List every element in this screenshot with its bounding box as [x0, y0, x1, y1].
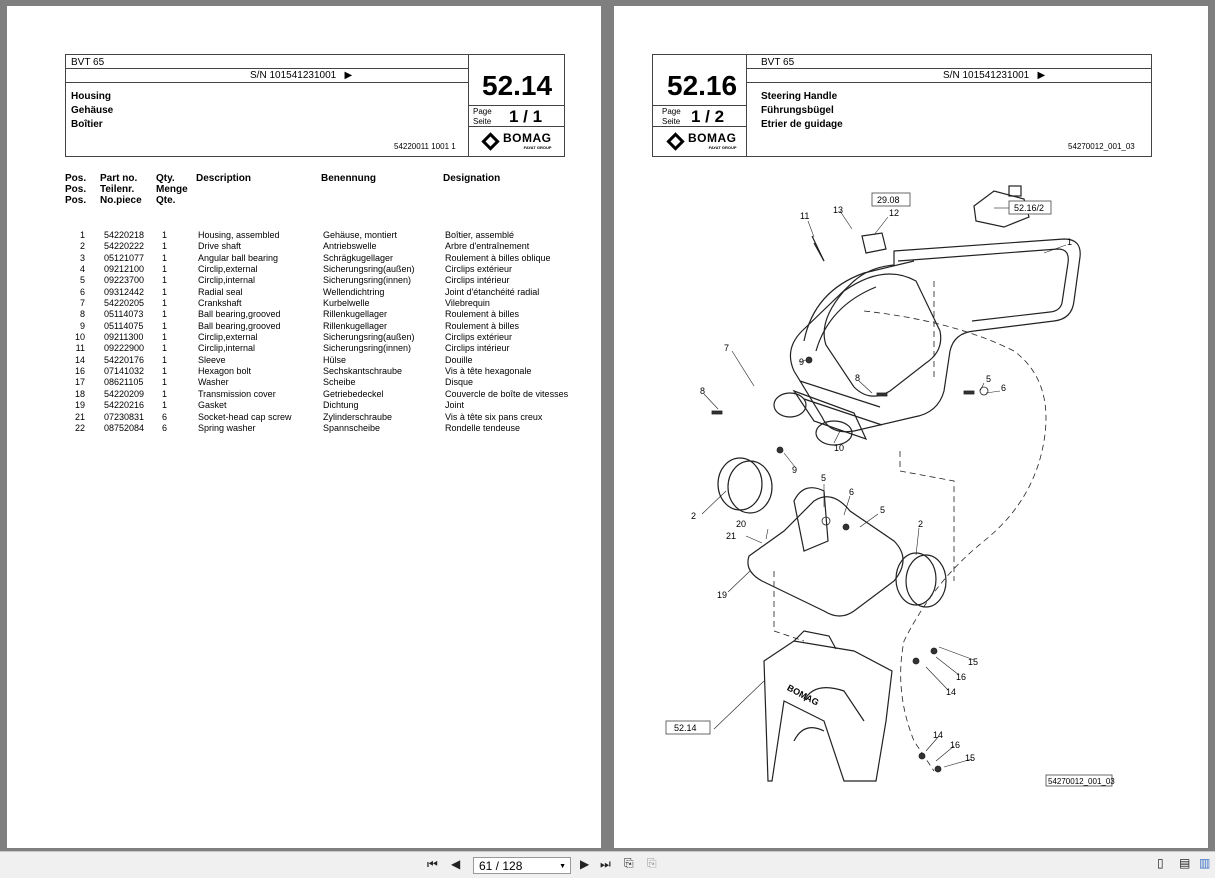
- table-row: [7, 389, 601, 400]
- ref-label-52-16-2: 52.16/2: [1014, 203, 1045, 213]
- col-benennung-header: Benennung: [321, 173, 376, 184]
- part-benennung: Wellendichtring: [323, 286, 385, 297]
- page-fraction: 1 / 2: [691, 107, 725, 126]
- continuous-view-icon[interactable]: ▤: [1179, 856, 1191, 870]
- part-qty: 1: [162, 320, 168, 331]
- parts-list: [7, 230, 601, 434]
- serial-number: S/N 101541231001 ▶: [250, 70, 353, 81]
- callout-13: 13: [833, 205, 844, 215]
- part-benennung: Sechskantschraube: [323, 366, 403, 377]
- model-name: BVT 65: [71, 57, 105, 68]
- table-row: [7, 423, 601, 434]
- part-pos: 1: [79, 230, 85, 240]
- part-designation: Circlips extérieur: [445, 264, 513, 275]
- table-row: [7, 309, 601, 320]
- part-description: Circlip,internal: [198, 343, 256, 354]
- part-qty: 6: [162, 411, 168, 422]
- part-number: 09222900: [104, 343, 145, 354]
- col-designation-header: Designation: [443, 173, 501, 184]
- part-benennung: Sicherungsring(innen): [323, 343, 412, 354]
- part-benennung: Rillenkugellager: [323, 309, 388, 320]
- page-label: Page Seite: [662, 107, 681, 126]
- part-qty: 1: [162, 366, 168, 377]
- part-number: 09223700: [104, 275, 145, 286]
- part-designation: Douille: [445, 354, 473, 365]
- table-row: [7, 275, 601, 286]
- col-description-header: Description: [196, 173, 252, 184]
- group-number: 52.14: [482, 70, 553, 101]
- play-arrow-icon: ▶: [1037, 70, 1046, 81]
- table-row: [7, 253, 601, 264]
- model-name: BVT 65: [761, 57, 795, 68]
- part-number: 09312442: [104, 286, 145, 297]
- part-designation: Roulement à billes: [445, 320, 520, 331]
- part-qty: 1: [162, 275, 168, 286]
- part-benennung: Kurbelwelle: [323, 298, 370, 309]
- part-benennung: Spannscheibe: [323, 422, 381, 433]
- callout-14a: 14: [946, 687, 957, 697]
- callout-19: 19: [717, 590, 728, 600]
- part-number: 08752084: [104, 422, 145, 433]
- callout-7: 7: [724, 343, 730, 353]
- table-row: [7, 343, 601, 354]
- part-designation: Rondelle tendeuse: [445, 422, 521, 433]
- part-qty: 1: [162, 400, 168, 411]
- part-qty: 1: [162, 298, 168, 309]
- part-number: 54220176: [104, 354, 145, 365]
- part-benennung: Gehäuse, montiert: [323, 230, 398, 240]
- part-pos: 10: [74, 332, 85, 343]
- part-qty: 6: [162, 422, 168, 433]
- part-description: Circlip,external: [198, 264, 258, 275]
- part-number: 54220209: [104, 388, 145, 399]
- table-row: [7, 412, 601, 423]
- part-designation: Couvercle de boîte de vitesses: [445, 388, 569, 399]
- callout-6b: 6: [849, 487, 855, 497]
- housing-logo-text: BOMAG: [785, 682, 821, 708]
- callout-5a: 5: [986, 374, 992, 384]
- callout-8b: 8: [855, 373, 861, 383]
- callout-2b: 2: [918, 519, 924, 529]
- left-page: [7, 6, 601, 848]
- part-designation: Roulement à billes oblique: [445, 252, 551, 263]
- part-qty: 1: [162, 309, 168, 320]
- bomag-diamond-icon: [481, 132, 499, 150]
- part-description: Transmission cover: [198, 388, 276, 399]
- right-header-box: [652, 54, 1152, 157]
- part-benennung: Antriebswelle: [323, 241, 377, 252]
- viewer-toolbar: [0, 851, 1215, 878]
- callout-8a: 8: [700, 386, 706, 396]
- part-designation: Disque: [445, 377, 474, 388]
- exploded-drawing: [654, 181, 1164, 796]
- part-qty: 1: [162, 388, 168, 399]
- part-number: 05114073: [104, 309, 144, 320]
- group-number: 52.16: [667, 70, 738, 101]
- col-qty-header: Qty. Menge Qte.: [156, 173, 188, 206]
- go-back-view-icon[interactable]: ⎘: [624, 856, 634, 870]
- part-benennung: Sicherungsring(außen): [323, 264, 415, 275]
- callout-16a: 16: [956, 672, 967, 682]
- group-titles: Housing Gehäuse Boîtier: [71, 91, 114, 130]
- part-benennung: Sicherungsring(außen): [323, 332, 415, 343]
- part-qty: 1: [162, 286, 168, 297]
- serial-number: S/N 101541231001 ▶: [943, 70, 1046, 81]
- part-pos: 11: [75, 343, 85, 354]
- part-designation: Joint d'étanchéité radial: [445, 286, 540, 297]
- part-number: 07230831: [104, 411, 145, 422]
- ref-label-52-14: 52.14: [674, 723, 697, 733]
- part-description: Sleeve: [198, 354, 226, 365]
- next-page-icon[interactable]: ▶: [580, 857, 590, 871]
- part-description: Spring washer: [198, 422, 256, 433]
- callout-5c: 5: [880, 505, 886, 515]
- part-designation: Circlips intérieur: [445, 343, 510, 354]
- callout-9b: 9: [792, 465, 798, 475]
- document-number: 54270012_001_03: [1068, 142, 1135, 151]
- part-designation: Joint: [445, 400, 465, 411]
- part-description: Circlip,internal: [198, 275, 256, 286]
- table-row: [7, 366, 601, 377]
- part-number: 54220205: [104, 298, 145, 309]
- part-qty: 1: [162, 252, 168, 263]
- part-qty: 1: [162, 264, 168, 275]
- part-benennung: Dichtung: [323, 400, 359, 411]
- table-row: [7, 298, 601, 309]
- table-row: [7, 241, 601, 252]
- part-benennung: Hülse: [323, 354, 347, 365]
- callout-9a: 9: [799, 357, 805, 367]
- part-pos: 16: [74, 366, 85, 377]
- part-pos: 17: [74, 377, 85, 388]
- part-description: Gasket: [198, 400, 227, 411]
- part-benennung: Getriebedeckel: [323, 388, 384, 399]
- part-designation: Vis à tête six pans creux: [445, 411, 543, 422]
- part-qty: 1: [162, 377, 168, 388]
- col-pos-header: Pos. Pos. Pos.: [65, 173, 87, 206]
- part-qty: 1: [162, 230, 168, 240]
- part-pos: 6: [79, 286, 85, 297]
- callout-1: 1: [1067, 237, 1073, 247]
- callout-11: 11: [800, 211, 810, 221]
- left-header-box: [65, 54, 565, 157]
- callout-20: 20: [736, 519, 747, 529]
- part-pos: 7: [79, 298, 85, 309]
- bomag-logo: BOMAG FAYAT GROUP: [484, 133, 552, 150]
- part-number: 09211300: [104, 332, 144, 343]
- steering-handle-frame: [790, 239, 1080, 432]
- right-page: [614, 6, 1208, 848]
- part-description: Ball bearing,grooved: [198, 309, 281, 320]
- part-description: Washer: [198, 377, 229, 388]
- part-description: Ball bearing,grooved: [198, 320, 281, 331]
- drawing-id-label: 54270012_001_03: [1048, 777, 1115, 786]
- part-pos: 21: [74, 411, 85, 422]
- part-description: Angular ball bearing: [198, 252, 279, 263]
- part-designation: Vilebrequin: [445, 298, 490, 309]
- part-number: 54220216: [104, 400, 145, 411]
- first-page-icon[interactable]: ⏮: [427, 857, 438, 871]
- part-pos: 2: [79, 241, 85, 252]
- callout-2a: 2: [691, 511, 697, 521]
- document-number: 54220011 1001 1: [394, 142, 456, 151]
- part-pos: 22: [74, 422, 85, 433]
- go-forward-view-icon[interactable]: ⎘: [647, 856, 657, 870]
- part-pos: 14: [74, 354, 85, 365]
- page-label: Page Seite: [473, 107, 492, 126]
- group-titles: Steering Handle Führungsbügel Etrier de guidage: [761, 91, 843, 130]
- last-page-icon[interactable]: ⏭: [600, 857, 611, 871]
- part-number: 09212100: [104, 264, 145, 275]
- two-page-view-icon[interactable]: ▥: [1199, 856, 1211, 870]
- table-row: [7, 332, 601, 343]
- table-row: [7, 400, 601, 411]
- part-pos: 4: [79, 264, 85, 275]
- part-number: 08621105: [104, 377, 144, 388]
- table-row: [7, 264, 601, 275]
- part-benennung: Zylinderschraube: [323, 411, 393, 422]
- part-description: Housing, assembled: [198, 230, 280, 240]
- part-number: 54220222: [104, 241, 145, 252]
- single-page-view-icon[interactable]: ▯: [1157, 856, 1164, 870]
- page-fraction: 1 / 1: [509, 107, 543, 126]
- previous-page-icon[interactable]: ◀: [451, 857, 461, 871]
- part-number: 05114075: [104, 320, 144, 331]
- table-row: [7, 321, 601, 332]
- part-pos: 3: [79, 252, 85, 263]
- part-description: Drive shaft: [198, 241, 242, 252]
- callout-15b: 15: [965, 753, 976, 763]
- part-designation: Arbre d'entraînement: [445, 241, 530, 252]
- callout-10: 10: [834, 443, 845, 453]
- bomag-logo: BOMAG FAYAT GROUP: [669, 133, 737, 150]
- callout-21: 21: [726, 531, 737, 541]
- part-designation: Circlips intérieur: [445, 275, 510, 286]
- part-benennung: Sicherungsring(innen): [323, 275, 412, 286]
- part-benennung: Scheibe: [323, 377, 356, 388]
- part-number: 07141032: [104, 366, 145, 377]
- ref-label-29-08: 29.08: [877, 195, 900, 205]
- part-qty: 1: [162, 241, 168, 252]
- play-arrow-icon: ▶: [344, 70, 353, 81]
- part-description: Socket-head cap screw: [198, 411, 292, 422]
- part-number: 05121077: [104, 252, 145, 263]
- part-qty: 1: [162, 354, 168, 365]
- callout-14b: 14: [933, 730, 944, 740]
- table-row: [7, 355, 601, 366]
- part-designation: Roulement à billes: [445, 309, 520, 320]
- table-row: [7, 287, 601, 298]
- part-description: Hexagon bolt: [198, 366, 252, 377]
- part-description: Circlip,external: [198, 332, 258, 343]
- part-benennung: Rillenkugellager: [323, 320, 388, 331]
- col-part-header: Part no. Teilenr. No.piece: [100, 173, 142, 206]
- lower-housing: [764, 641, 892, 781]
- part-benennung: Schrägkugellager: [323, 252, 394, 263]
- part-number: 54220218: [104, 230, 145, 240]
- part-designation: Boîtier, assemblé: [445, 230, 515, 240]
- part-description: Crankshaft: [198, 298, 242, 309]
- table-row: [7, 230, 601, 241]
- part-pos: 18: [74, 388, 85, 399]
- callout-12: 12: [889, 208, 900, 218]
- chevron-down-icon: ▼: [559, 863, 566, 870]
- callout-6a: 6: [1001, 383, 1007, 393]
- bomag-diamond-icon: [666, 132, 684, 150]
- callout-16b: 16: [950, 740, 961, 750]
- part-pos: 9: [79, 320, 85, 331]
- part-pos: 8: [79, 309, 85, 320]
- part-qty: 1: [162, 343, 168, 354]
- part-qty: 1: [162, 332, 168, 343]
- part-designation: Vis à tête hexagonale: [445, 366, 532, 377]
- table-row: [7, 377, 601, 388]
- part-pos: 19: [74, 400, 85, 411]
- part-pos: 5: [79, 275, 85, 286]
- callout-15a: 15: [968, 657, 979, 667]
- page-number-select[interactable]: 61 / 128 ▼: [473, 857, 571, 874]
- callout-5b: 5: [821, 473, 827, 483]
- part-designation: Circlips extérieur: [445, 332, 513, 343]
- part-description: Radial seal: [198, 286, 243, 297]
